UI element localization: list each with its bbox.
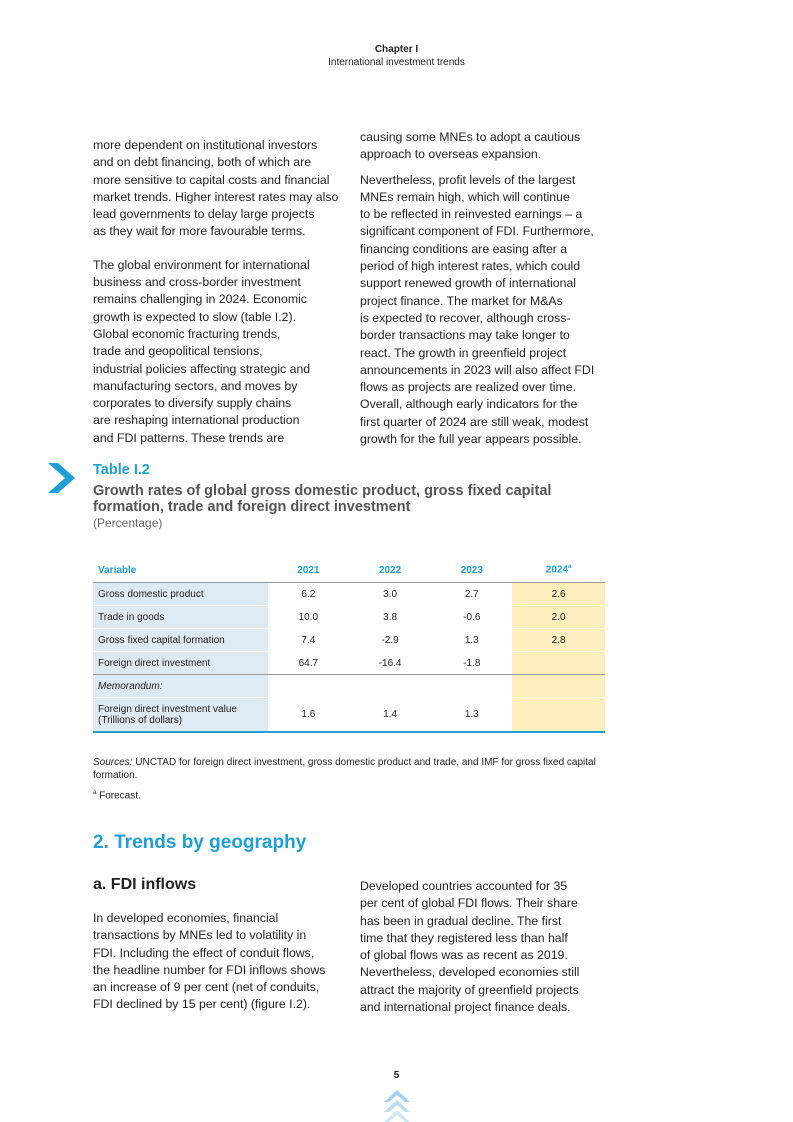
cell: -1.8 [431, 652, 512, 675]
memo-row [93, 675, 605, 698]
table-row [93, 652, 605, 675]
text-line: as they wait for more favourable terms. [93, 224, 306, 239]
header-2024: 2024$^a$ [512, 558, 605, 583]
cell: 1.4 [349, 698, 432, 733]
header-2021: 2021 [268, 558, 349, 583]
row-label: Gross domestic product [93, 583, 268, 606]
memo-label: Memorandum: [93, 675, 268, 698]
text-line: Overall, although early indicators for the [360, 397, 578, 412]
text-line: to be reflected in reinvested earnings – a [360, 207, 583, 222]
text-line: support renewed growth of international [360, 276, 577, 291]
table-note: $^a$ Forecast. [93, 790, 141, 802]
text-line: manufacturing sectors, and moves by [93, 378, 298, 393]
cell: -0.6 [431, 606, 512, 629]
text-line: border transactions may take longer to [360, 328, 570, 343]
text-line: remains challenging in 2024. Economic [93, 292, 307, 307]
text-line: Nevertheless, profit levels of the largest [360, 172, 576, 187]
row-label: Gross fixed capital formation [93, 629, 268, 652]
text-line: growth is expected to slow (table I.2). [93, 309, 296, 324]
table-label: Table I.2 [93, 462, 150, 478]
table-row [93, 583, 605, 606]
text-line: and international project finance deals. [360, 1000, 571, 1015]
text-line: FDI. Including the effect of conduit flows, [93, 945, 315, 960]
table-subtitle: (Percentage) [93, 516, 163, 530]
row-label: Trade in goods [93, 606, 268, 629]
cell-forecast: 2.8 [512, 629, 605, 652]
cell: 2.7 [431, 583, 512, 606]
growth-rates-table [93, 558, 605, 733]
text-line: business and cross-border investment [93, 275, 301, 290]
row-label: Foreign direct investment [93, 652, 268, 675]
text-line: first quarter of 2024 are still weak, modest [360, 414, 589, 429]
text-line: the headline number for FDI inflows shows [93, 962, 326, 977]
table-row [93, 698, 605, 733]
cell-forecast [512, 675, 605, 698]
text-line: market trends. Higher interest rates may also [93, 189, 339, 204]
subsection-title: a. FDI inflows [93, 876, 197, 893]
cell: 64.7 [268, 652, 349, 675]
table-row [93, 629, 605, 652]
cell: 7.4 [268, 629, 349, 652]
text-line: of global flows was as recent as 2019. [360, 948, 568, 963]
cell: 10.0 [268, 606, 349, 629]
text-line: trade and geopolitical tensions, [93, 344, 263, 359]
text-line: industrial policies affecting strategic and [93, 361, 311, 376]
text-column-3 [93, 910, 348, 1014]
cell: 1.6 [268, 698, 349, 733]
chevron-up-icon [384, 1090, 410, 1122]
text-line: Developed countries accounted for 35 [360, 879, 568, 893]
table-title: Growth rates of global gross domestic product, gross fixed capital formation, trade and foreign direct investment [93, 483, 552, 515]
chapter-title: International investment trends [328, 57, 465, 68]
table-sources: Sources: UNCTAD for foreign direct investment, gross domestic product and trade, and IMF for gross fixed capital formation. [93, 757, 596, 781]
section-title: 2. Trends by geography [93, 832, 307, 853]
text-line: lead governments to delay large projects [93, 207, 315, 222]
row-label: Foreign direct investment value (Trillions of dollars) [93, 698, 268, 733]
text-line: announcements in 2023 will also affect FDI [360, 362, 595, 377]
cell: -2.9 [349, 629, 432, 652]
text-line: corporates to diversify supply chains [93, 396, 292, 411]
cell: 3.0 [349, 583, 432, 606]
text-line: and FDI patterns. These trends are [93, 430, 285, 445]
text-line: project finance. The market for M&As [360, 293, 563, 308]
cell-forecast: 2.0 [512, 606, 605, 629]
header-variable: Variable [93, 558, 268, 583]
header-2023: 2023 [431, 558, 512, 583]
cell: -16.4 [349, 652, 432, 675]
text-line: MNEs remain high, which will continue [360, 189, 570, 204]
text-line: FDI declined by 15 per cent) (figure I.2). [93, 997, 311, 1012]
text-line: Nevertheless, developed economies still [360, 965, 580, 980]
text-line: and on debt financing, both of which are [93, 155, 312, 170]
text-line: react. The growth in greenfield project [360, 345, 567, 360]
text-line: Global economic fracturing trends, [93, 326, 281, 341]
chapter-label: Chapter I [374, 44, 419, 55]
text-line: In developed economies, financial [93, 911, 279, 925]
text-line: per cent of global FDI flows. Their share [360, 896, 578, 911]
text-line: growth for the full year appears possible. [360, 432, 582, 447]
text-line: has been in gradual decline. The first [360, 913, 562, 928]
cell: 6.2 [268, 583, 349, 606]
text-line: The global environment for international [93, 257, 310, 272]
text-line: an increase of 9 per cent (net of conduits, [93, 980, 320, 995]
cell: 1.3 [431, 698, 512, 733]
cell: 3.8 [349, 606, 432, 629]
table-row [93, 606, 605, 629]
text-line: more dependent on institutional investors [93, 138, 318, 152]
text-line: are reshaping international production [93, 413, 300, 428]
page-number: 5 [393, 1070, 400, 1081]
cell: 1.3 [431, 629, 512, 652]
text-line: more sensitive to capital costs and financial [93, 172, 330, 187]
text-line: approach to overseas expansion. [360, 147, 542, 162]
table-header-row [93, 558, 605, 583]
text-column-2 [360, 129, 615, 448]
cell-forecast: 2.6 [512, 583, 605, 606]
text-line: period of high interest rates, which could [360, 259, 581, 274]
page-header [0, 43, 793, 69]
text-line: attract the majority of greenfield projects [360, 982, 579, 997]
text-column-4 [360, 878, 615, 1016]
text-line: time that they registered less than half [360, 930, 568, 945]
cell-forecast [512, 652, 605, 675]
text-line: causing some MNEs to adopt a cautious [360, 130, 581, 144]
text-column-1 [93, 129, 348, 447]
text-line: financing conditions are easing after a [360, 241, 568, 256]
text-line: transactions by MNEs led to volatility in [93, 928, 307, 943]
text-line: is expected to recover, although cross- [360, 310, 571, 325]
header-2022: 2022 [349, 558, 432, 583]
text-line: flows as projects are realized over time. [360, 380, 576, 395]
text-line: significant component of FDI. Furthermore, [360, 224, 594, 239]
arrow-icon [48, 463, 76, 493]
cell-forecast [512, 698, 605, 733]
